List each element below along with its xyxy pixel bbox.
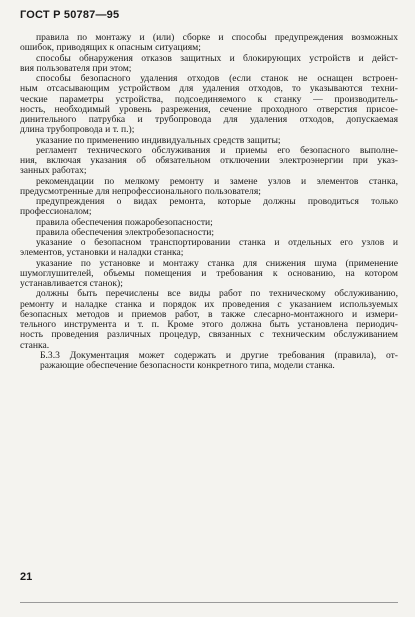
text-line: ремонту и наладке станка и порядок их проведения с указанием используемых [20, 298, 398, 310]
footer-divider [20, 602, 398, 603]
text-line: устанавливается станок); [20, 278, 123, 289]
text-line: шумоглушителей, объемы помещения и требования к основанию, на котором [20, 267, 398, 279]
text-line: правила обеспечения электробезопасности; [36, 226, 215, 238]
text-line: тельного инструмента и т. п. Кроме этого должна быть установлена периодич- [20, 319, 398, 330]
text-line: длина трубопровода и т. п.); [20, 124, 135, 136]
text-line: ность проведения различных процедур, связанных с техническим обслуживанием [20, 329, 398, 341]
text-line: указание по установке и монтажу станка для снижения шума (применение [36, 257, 398, 269]
text-line: ность, необходимый уровень разрежения, сечение проходного отверстия присое- [20, 103, 398, 115]
text-line: ческие параметры устройства, подсоединяемого к станку — производитель- [20, 93, 398, 105]
text-line: профессионалом; [20, 206, 92, 218]
text-line: ным отсасывающим устройством для удаления отходов, то указываются техни- [20, 83, 398, 95]
text-line: способы обнаружения отказов защитных и блокирующих устройств и дейст- [36, 52, 398, 64]
document-body [20, 33, 398, 371]
text-line: вия пользователя при этом; [20, 62, 132, 74]
text-line: динительного патрубка и трубопровода для удаления отходов, допускаемая [20, 114, 398, 125]
text-line: предусмотренные для непрофессионального пользователя; [20, 185, 261, 197]
text-line: элементов, установки и наладки станка; [20, 247, 184, 259]
text-line: регламент технического обслуживания и приемы его безопасного выполне- [36, 144, 398, 156]
text-line: рекомендации по мелкому ремонту и замене узлов и элементов станка, [36, 175, 398, 187]
text-line: правила обеспечения пожаробезопасности; [36, 216, 213, 228]
text-line: ния, включая указания об обязательном отключении электроэнергии при указ- [20, 155, 398, 166]
document-header: ГОСТ Р 50787—95 [20, 9, 120, 21]
text-line: предупреждения о видах ремонта, которые должны проводиться только [36, 196, 398, 207]
text-line: ошибок, приводящих к опасным ситуациям; [20, 42, 201, 54]
text-line: ражающие обеспечение безопасности конкретного типа, модели станка. [40, 360, 335, 371]
text-line: занных работах; [20, 165, 87, 177]
text-line: указание о безопасном транспортировании станка и отдельных его узлов и [36, 237, 398, 248]
text-line: способы безопасного удаления отходов (если станок не оснащен встроен- [36, 73, 398, 84]
text-line: указание по применению индивидуальных средств защиты; [36, 134, 281, 146]
text-line: правила по монтажу и (или) сборке и способы предупреждения возможных [36, 32, 398, 43]
text-line: станка. [20, 339, 50, 351]
text-line: Б.3.3 Документация может содержать и другие требования (правила), от- [40, 349, 398, 361]
text-line: безопасных методов и приемов работ, в также слесарно-монтажного и измери- [20, 308, 398, 320]
page-number: 21 [20, 571, 33, 583]
text-line: должны быть перечислены все виды работ по техническому обслуживанию, [36, 288, 398, 300]
